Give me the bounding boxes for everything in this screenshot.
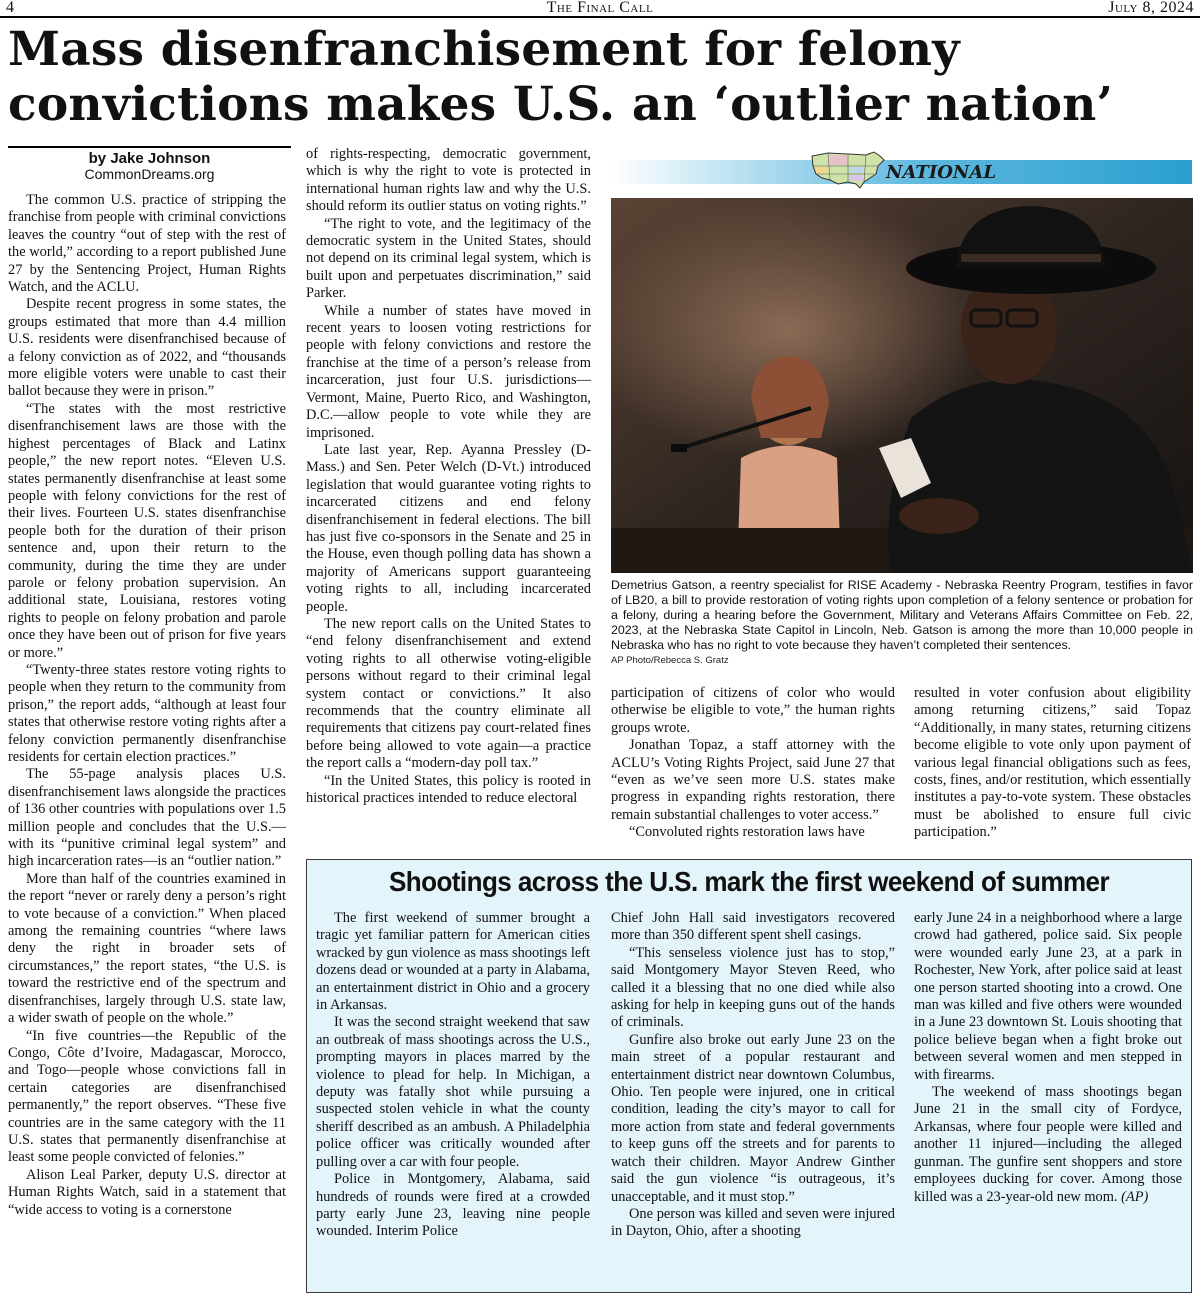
paragraph: “This senseless violence just has to stop,” said Montgomery Mayor Steven Reed, who called it a blessing that no one died while also asking for help in keeping guns out of the hands of criminals. bbox=[611, 944, 895, 1031]
paragraph-text: The weekend of mass shootings began June 21 in the small city of Fordyce, Arkansas, where four people were killed and another 11 injured—including the alleged gunman. The gunfire sent shoppers and store employees ducking for cover. Among those killed was a 23-year-old new mom. bbox=[914, 1084, 1182, 1205]
header-rule bbox=[0, 16, 1200, 18]
sidebar-column-1 bbox=[316, 910, 590, 1241]
article-column-4 bbox=[914, 685, 1191, 842]
issue-date: July 8, 2024 bbox=[1108, 0, 1194, 16]
paragraph: early June 24 in a neighborhood where a large crowd had gathered, police said. Six people were wounded early June 23, at a park in Rochester, New York, after police said at least one person started shooting into a crowd. One man was killed and five others were wounded in a June 23 downtown St. Louis shooting that police believe began when a fight broke out between several women and men stepped in with firearms. bbox=[914, 910, 1182, 1083]
photo-illustration bbox=[611, 198, 1193, 573]
news-photo bbox=[611, 198, 1193, 573]
paragraph: “Convoluted rights restoration laws have bbox=[629, 824, 865, 841]
paragraph: “The states with the most restrictive disenfranchisement laws are those with the highest percentages of Black and Latinx people,” the new report notes. “Eleven U.S. states permanently disenfranchise at least some people with felony convictions for the rest of their lives. Fourteen U.S. states disenfranchise people both for the duration of their prison sentence and, upon their return to the community, during the time they are under parole or felony probation supervision. An additional state, Louisiana, restores voting rights to people on felony probation and parole once they have been out of prison for five years or more.” bbox=[8, 400, 286, 661]
paragraph: “The right to vote, and the legitimacy of the democratic system in the United States, should not depend on its criminal legal system, which is built upon and perpetuates discrimination,” said Parker. bbox=[306, 215, 591, 302]
byline-rule bbox=[8, 146, 291, 148]
paragraph bbox=[914, 1084, 1182, 1206]
paragraph: Late last year, Rep. Ayanna Pressley (D-Mass.) and Sen. Peter Welch (D-Vt.) introduced legislation that would guarantee voting rights to incarcerated citizens and end felony disenfranchisement in federal elections. The bill has just five co-sponsors in the Senate and 25 in the House, even though polling data has shown a majority of Americans support guaranteeing voting rights to all, including incarcerated people. bbox=[306, 441, 591, 615]
paragraph: “In five countries—the Republic of the Congo, Côte d’Ivoire, Madagascar, Morocco, and Togo—people whose convictions fall in certain categories are disenfranchised permanently,” the report observes. “These five countries are in the same category with the 11 U.S. states that permanently disenfranchise at least some people convicted of felonies.” bbox=[8, 1027, 286, 1166]
newspaper-name: The Final Call bbox=[546, 0, 654, 16]
article-headline: Mass disenfranchisement for felony convictions makes U.S. an ‘outlier nation’ bbox=[8, 22, 1114, 132]
byline-source: CommonDreams.org bbox=[84, 166, 215, 182]
sidebar-column-3 bbox=[914, 910, 1182, 1206]
paragraph: Despite recent progress in some states, the groups estimated that more than 4.4 million U.S. residents were disenfranchised because of a felony conviction as of 2022, and “thousands more eligible voters were unable to cast their ballot because they were in prison.” bbox=[8, 296, 286, 400]
sidebar-column-2 bbox=[611, 910, 895, 1241]
paragraph: One person was killed and seven were injured in Dayton, Ohio, after a shooting bbox=[611, 1205, 895, 1240]
paragraph: Gunfire also broke out early June 23 on the main street of a popular restaurant and entertainment district near downtown Columbus, Ohio. Ten people were injured, one in critical condition, leading the city’s mayor to call for more action from state and federal governments to keep guns off the streets and for parents to watch their children. Mayor Andrew Ginther said the gun violence “is outrageous, it’s unacceptable, and it must stop.” bbox=[611, 1031, 895, 1205]
paragraph: participation of citizens of color who would otherwise be eligible to vote,” the human rights groups wrote. bbox=[611, 685, 895, 736]
paragraph: resulted in voter confusion about eligibility among returning citizens,” said Topaz “Additionally, in many states, returning citizens become eligible to vote only upon payment of various legal financial obligations such as fees, costs, fines, and/or restitution, which essentially institutes a pay-to-vote system. These obstacles must be abolished to ensure full civic participation.” bbox=[914, 685, 1191, 841]
article-column-2 bbox=[306, 146, 591, 807]
paragraph: Chief John Hall said investigators recovered more than 350 different spent shell casings. bbox=[611, 910, 895, 944]
photo-caption: Demetrius Gatson, a reentry specialist for RISE Academy - Nebraska Reentry Program, testifies in favor of LB20, a bill to provide restoration of voting rights upon completion of a felony sentence or probation for a felony, during a hearing before the Government, Military and Veterans Affairs Committee on Feb. 22, 2023, at the Nebraska State Capitol in Lincoln, Neb. Gatson is among the more than 10,000 people in Nebraska who has no right to vote because they haven’t completed their sentences. bbox=[611, 578, 1193, 652]
paragraph: of rights-respecting, democratic government, which is why the right to vote is protected in international human rights law and why the U.S. should reform its outlier status on voting rights.” bbox=[306, 146, 591, 215]
us-map-icon bbox=[808, 148, 888, 194]
paragraph: Police in Montgomery, Alabama, said hundreds of rounds were fired at a crowded party early June 23, leaving nine people wounded. Interim Police bbox=[316, 1171, 590, 1240]
paragraph: It was the second straight weekend that saw an outbreak of mass shootings across the U.S., prompting mayors in places marred by the violence to plead for help. In Michigan, a deputy was fatally shot while pursuing a suspected stolen vehicle in what the county sheriff described as an ambush. A Philadelphia police officer was critically wounded after pulling over a car with four people. bbox=[316, 1014, 590, 1170]
section-label: NATIONAL bbox=[886, 162, 997, 183]
paragraph: The 55-page analysis places U.S. disenfranchisement laws alongside the practices of 136 other countries with populations over 1.5 million people and concludes that the U.S.—with its “punitive criminal legal system” and high incarceration rates—is an “outlier nation.” bbox=[8, 766, 286, 870]
article-column-3 bbox=[611, 685, 895, 842]
page-number: 4 bbox=[6, 0, 14, 16]
paragraph: The new report calls on the United States to “end felony disenfranchisement and extend voting rights to all otherwise voting-eligible persons without regard to their criminal legal system contact or convictions.” It also recommends that the country eliminate all requirements that citizens pay court-related fines before being allowed to vote again—a practice the report calls a “modern-day poll tax.” bbox=[306, 615, 591, 772]
sidebar-headline: Shootings across the U.S. mark the first weekend of summer bbox=[388, 866, 1110, 897]
paragraph: The common U.S. practice of stripping the franchise from people with criminal convictions leaves the country “out of step with the rest of the world,” according to a report published June 27 by the Sentencing Project, Human Rights Watch, and the ACLU. bbox=[8, 192, 286, 296]
paragraph: “In the United States, this policy is rooted in historical practices intended to reduce electoral bbox=[306, 772, 591, 807]
paragraph: Alison Leal Parker, deputy U.S. director at Human Rights Watch, said in a statement that “wide access to voting is a cornerstone bbox=[8, 1166, 286, 1218]
attribution: (AP) bbox=[1121, 1188, 1149, 1205]
photo-credit: AP Photo/Rebecca S. Gratz bbox=[611, 655, 729, 666]
article-column-1 bbox=[8, 192, 286, 1219]
paragraph: More than half of the countries examined in the report “never or rarely deny a person’s right to vote because of a conviction.” When placed among the remaining countries “where laws deny the right in broader sets of circumstances,” the report states, “the U.S. is toward the restrictive end of the spectrum and disenfranchises, largely through U.S. state law, a wider swath of people on the whole.” bbox=[8, 870, 286, 1027]
byline-author: by Jake Johnson bbox=[88, 150, 211, 167]
paragraph: The first weekend of summer brought a tragic yet familiar pattern for American cities wracked by gun violence as mass shootings left dozens dead or wounded at a party in Alabama, an entertainment district in Ohio and a grocery in Arkansas. bbox=[316, 910, 590, 1014]
paragraph: Jonathan Topaz, a staff attorney with the ACLU’s Voting Rights Project, said June 27 that “even as we’ve seen more U.S. states make progress in expanding rights restoration, there remain substantial challenges to voter access.” bbox=[611, 737, 895, 823]
paragraph: “Twenty-three states restore voting rights to people when they return to the community from prison,” the report adds, “although at least four states that otherwise restore voting rights after a felony conviction permanently disenfranchise residents for certain election practices.” bbox=[8, 661, 286, 765]
paragraph: While a number of states have moved in recent years to loosen voting restrictions for people with felony convictions and restore the franchise at the time of a person’s release from incarceration, just four U.S. jurisdictions—Vermont, Maine, Puerto Rico, and Washington, D.C.—allow people to vote while they are imprisoned. bbox=[306, 302, 591, 441]
